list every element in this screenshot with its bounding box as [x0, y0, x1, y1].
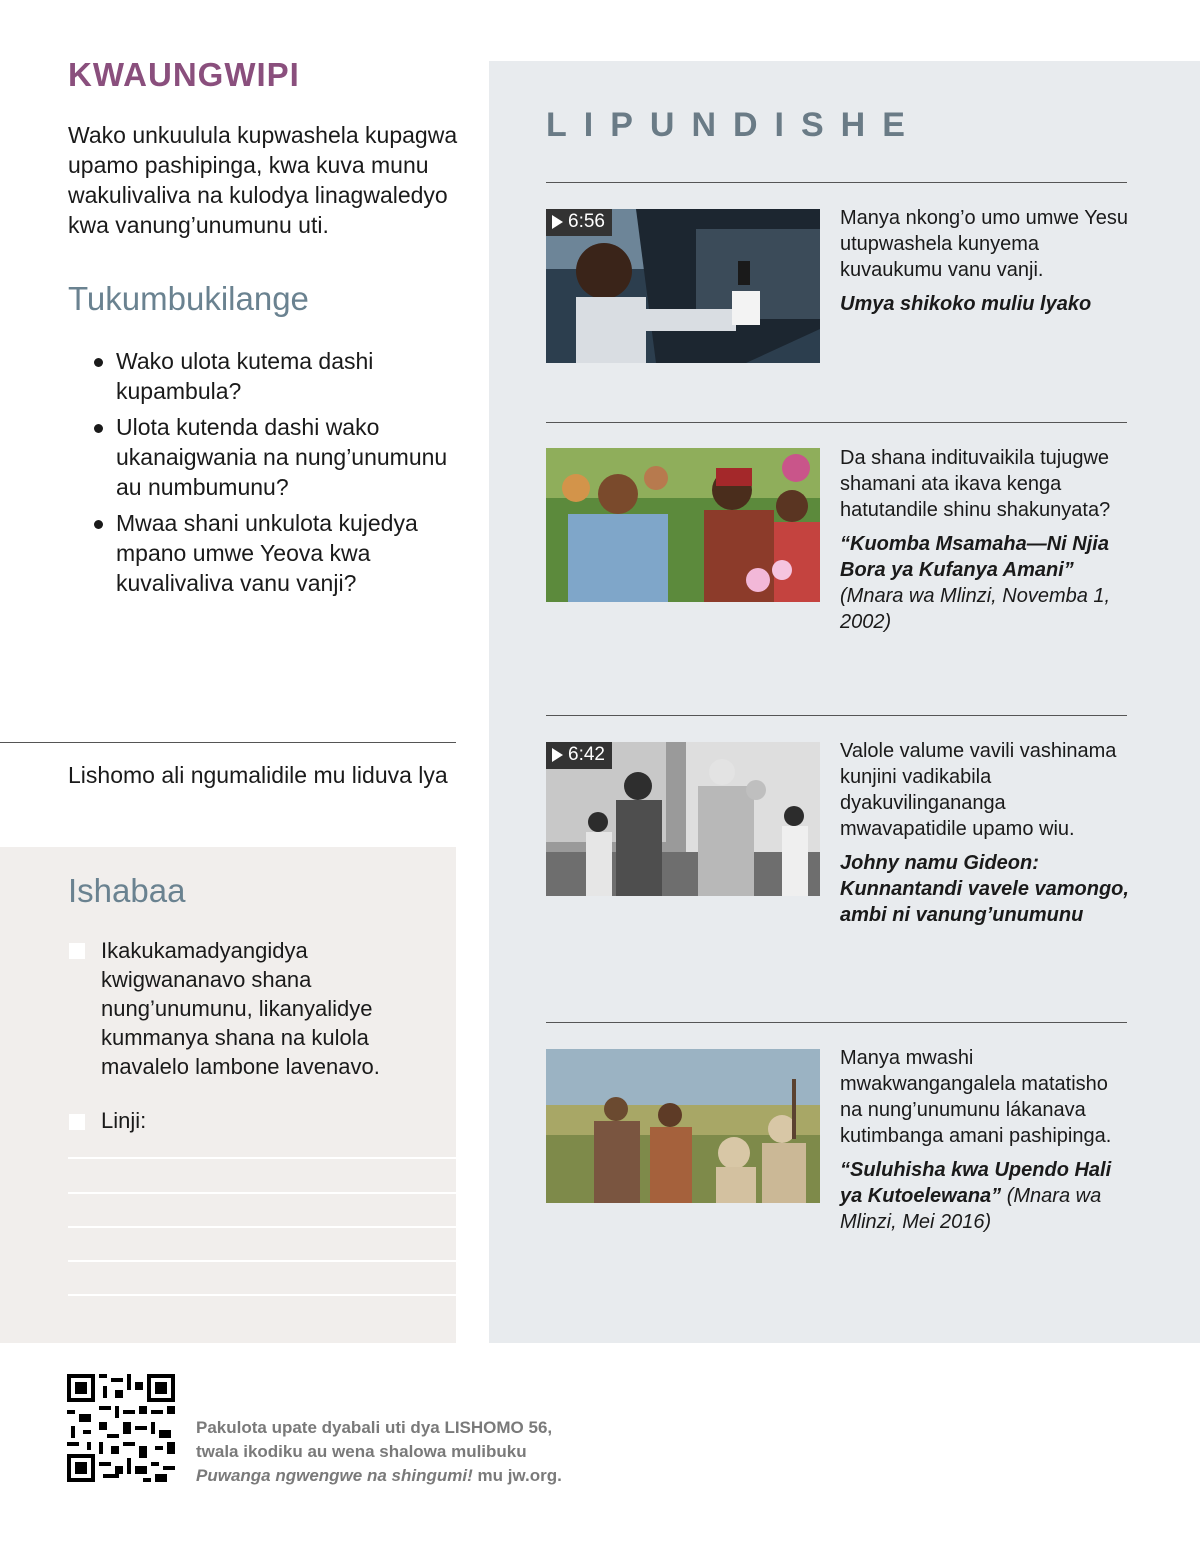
- writing-line[interactable]: [68, 1157, 456, 1159]
- resource-title: Umya shikoko muliu lyako: [840, 293, 1092, 315]
- question-text: Mwaa shani unkulota kujedya mpano umwe Yeova kwa kuvalivaliva vanu vanji?: [116, 510, 418, 596]
- resource-description: [840, 205, 1130, 317]
- illustration-herdsmen: [546, 1049, 820, 1203]
- resource-publication: (Mnara wa Mlinzi, Mei 2016): [840, 1185, 1102, 1233]
- illustration-men-reconciling: [546, 448, 820, 602]
- resource-text: Da shana indituvaikila tujugwe shamani ata ikava kenga hatutandile shinu shakunyata?: [840, 447, 1111, 521]
- task-checkbox[interactable]: [69, 943, 85, 959]
- writing-line[interactable]: [68, 1226, 456, 1228]
- resource-description: [840, 1045, 1130, 1235]
- kwaungwipi-text: Wako unkuulula kupwashela kupagwa upamo pashipinga, kwa kuva munu wakulivaliva na kulodya linagwaledyo kwa vanung’unumunu uti.: [68, 122, 458, 238]
- question-text: Wako ulota kutema dashi kupambula?: [116, 348, 374, 404]
- review-question: [90, 508, 460, 598]
- resource-title: “Suluhisha kwa Upendo Hali ya Kutoelewana”: [840, 1159, 1112, 1207]
- divider: [546, 1022, 1127, 1023]
- video-thumbnail-driver[interactable]: [546, 209, 820, 363]
- question-text: Ulota kutenda dashi wako ukanaigwania na nung’unumunu au numbumunu?: [116, 414, 448, 500]
- footer-site: mu jw.org.: [472, 1466, 562, 1485]
- resource-title-link[interactable]: [840, 1157, 1130, 1235]
- resource-title: “Kuomba Msamaha—Ni Njia Bora ya Kufanya Amani”: [840, 533, 1109, 581]
- section-heading-tukumbukilange: Tukumbukilange: [68, 280, 309, 317]
- review-question: [90, 346, 460, 406]
- resource-title-link[interactable]: [840, 291, 1130, 317]
- qr-code-icon[interactable]: [67, 1374, 175, 1482]
- duration-text: 6:42: [568, 744, 605, 765]
- resource-text: Valole valume vavili vashinama kunjini vadikabila dyakuvilingananga mwavapatidile upamo wiu.: [840, 740, 1117, 840]
- task-checkbox[interactable]: [69, 1114, 85, 1130]
- resource-title: Johny namu Gideon: Kunnantandi vavele vamongo, ambi ni vanung’unumunu: [840, 852, 1129, 926]
- bullet-icon: [94, 424, 103, 433]
- task-text-other: Linji:: [101, 1108, 147, 1133]
- writing-line[interactable]: [68, 1294, 456, 1296]
- bullet-icon: [94, 520, 103, 529]
- divider: [546, 422, 1127, 423]
- section-heading-lipundishe: LIPUNDISHE: [546, 106, 922, 144]
- review-question: [90, 412, 460, 502]
- review-questions-list: [90, 346, 460, 604]
- section-heading-kwaungwipi: KWAUNGWIPI: [68, 56, 300, 93]
- resource-description: [840, 445, 1130, 635]
- resource-description: [840, 738, 1130, 928]
- video-duration-badge: [546, 209, 612, 236]
- divider: [546, 182, 1127, 183]
- divider: [546, 715, 1127, 716]
- video-thumbnail-johny-gideon[interactable]: [546, 742, 820, 896]
- ishabaa-box: [0, 847, 456, 1343]
- writing-line[interactable]: [68, 1192, 456, 1194]
- section-heading-ishabaa: Ishabaa: [68, 872, 186, 909]
- divider: [0, 742, 456, 743]
- resource-title-link[interactable]: [840, 531, 1130, 635]
- play-icon: [552, 215, 563, 229]
- article-thumbnail-shepherds[interactable]: [546, 1049, 820, 1203]
- play-icon: [552, 748, 563, 762]
- resource-publication: (Mnara wa Mlinzi, Novemba 1, 2002): [840, 585, 1111, 633]
- footer-line: [196, 1464, 562, 1488]
- resource-text: Manya mwashi mwakwangangalela matatisho na nung’unumunu lákanava kutimbanga amani pashipinga.: [840, 1047, 1112, 1147]
- app-name: Puwanga ngwengwe na shingumi!: [196, 1466, 473, 1485]
- lesson-completed-note: Lishomo ali ngumalidile mu liduva lya: [68, 762, 448, 788]
- writing-line[interactable]: [68, 1260, 456, 1262]
- footer-note: [196, 1416, 562, 1488]
- resource-text: Manya nkong’o umo umwe Yesu utupwashela kunyema kuvaukumu vanu vanji.: [840, 207, 1128, 281]
- footer-line: twala ikodiku au wena shalowa mulibuku: [196, 1442, 527, 1461]
- bullet-icon: [94, 358, 103, 367]
- resource-title-link[interactable]: [840, 850, 1130, 928]
- video-duration-badge: [546, 742, 612, 769]
- article-thumbnail-reconcile[interactable]: [546, 448, 820, 602]
- duration-text: 6:56: [568, 211, 605, 232]
- footer-line: Pakulota upate dyabali uti dya LISHOMO 56,: [196, 1418, 553, 1437]
- task-text: Ikakukamadyangidya kwigwananavo shana nung’unumunu, likanyalidye kummanya shana na kulola mavalelo lambone lavenavo.: [101, 938, 380, 1079]
